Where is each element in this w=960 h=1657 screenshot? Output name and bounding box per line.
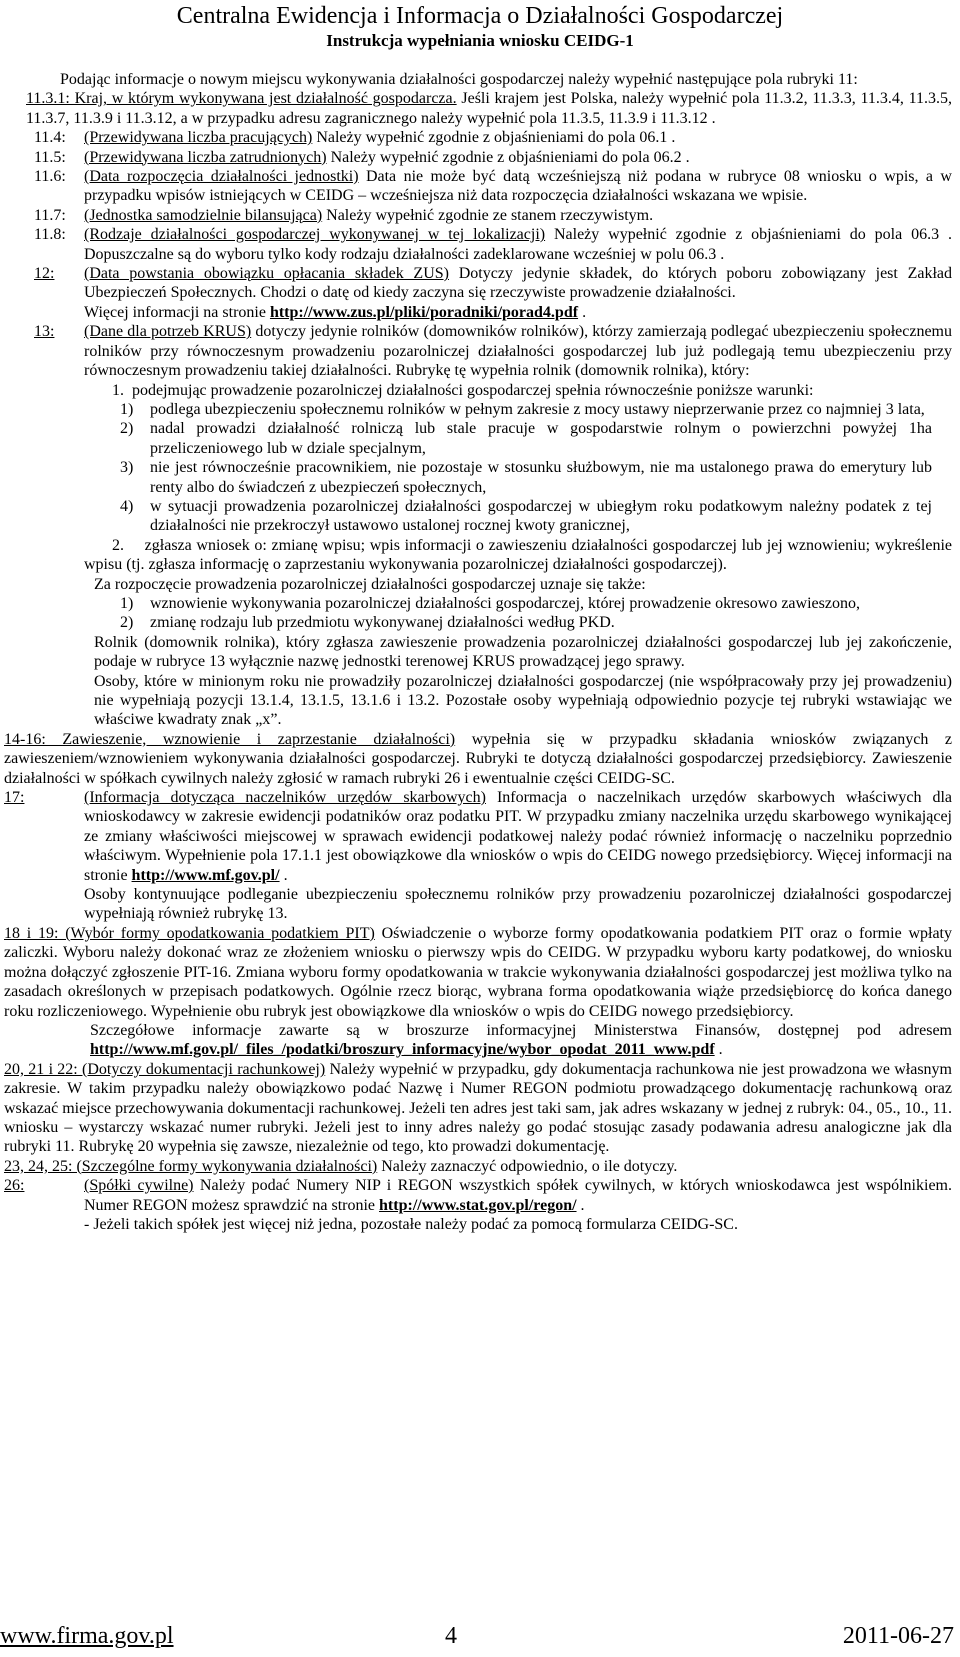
- section-11-6-number: 11.6:: [34, 168, 66, 186]
- section-17-number: 17:: [4, 789, 25, 807]
- section-11-4-lead: (Przewidywana liczba pracujących): [84, 129, 313, 147]
- section-13: [34, 322, 952, 380]
- also-number: 2): [120, 614, 134, 632]
- section-11-8-lead: (Rodzaje działalności gospodarczej wykonywanej w tej lokalizacji): [84, 226, 546, 244]
- section-13-point-1-number: 1.: [112, 381, 124, 399]
- also-text: wznowienie wykonywania pozarolniczej działalności gospodarczej, której prowadzenie okresowo zawieszono,: [150, 594, 860, 612]
- section-23-25-text: Należy zaznaczyć odpowiednio, o ile dotyczy.: [377, 1157, 678, 1175]
- section-11-7-number: 11.7:: [34, 206, 66, 224]
- section-20-22-lead: 20, 21 i 22: (Dotyczy dokumentacji rachunkowej): [4, 1060, 326, 1078]
- section-13-also: Za rozpoczęcie prowadzenia pozarolniczej działalności gospodarczej uznaje się także:: [94, 575, 646, 593]
- condition-item: [34, 497, 952, 536]
- section-18-19-end: .: [714, 1041, 723, 1059]
- section-17: [4, 788, 952, 924]
- footer-page-number: 4: [445, 1623, 457, 1649]
- section-17-text: Informacja o naczelnikach urzędów skarbowych właściwych dla wnioskodawcy w zakresie ewidencji podatników oraz podatku PIT. W przypadku zmiany naczelnika urzędu skarbowego wynikającej ze zmiany właściwości miejscowej w sprawach ewidencji podatkowej należy podać również informację o naczelniku poprzednio właściwym. Wypełnienie pola 17.1.1 jest obowiązkowe dla wniosków o wpis do CEIDG nowego przedsiębiorcy. Więcej informacji na stronie: [84, 789, 952, 884]
- section-11-5-number: 11.5:: [34, 148, 66, 166]
- section-17-note: Osoby kontynuujące podleganie ubezpieczeniu społecznemu rolników przy prowadzeniu pozarolniczej działalności gospodarczej wypełniają również rubrykę 13.: [84, 886, 952, 923]
- condition-item: [34, 419, 952, 458]
- section-12: [34, 264, 952, 322]
- section-14-16: [4, 730, 952, 788]
- section-26-lead: (Spółki cywilne): [84, 1177, 194, 1195]
- section-12-end: .: [578, 303, 587, 321]
- section-13-note-1: Rolnik (domownik rolnika), który zgłasza zawieszenie prowadzenia pozarolniczej działalności gospodarczej lub jej zakończenie, podaje w rubryce 13 wyłącznie nazwę jednostki terenowej KRUS prowadzącej jego sprawy.: [94, 633, 952, 671]
- section-12-number: 12:: [34, 265, 55, 283]
- section-18-19-more-text: Szczegółowe informacje zawarte są w broszurze informacyjnej Ministerstwa Finansów, dostępnej pod adresem: [90, 1021, 952, 1039]
- also-number: 1): [120, 594, 134, 612]
- section-12-more: Więcej informacji na stronie: [84, 303, 270, 321]
- section-20-22: [4, 1060, 952, 1157]
- stat-link[interactable]: http://www.stat.gov.pl/regon/: [379, 1196, 577, 1214]
- section-13-point-1: [34, 381, 952, 400]
- section-26-note: - Jeżeli takich spółek jest więcej niż jedna, pozostałe należy podać za pomocą formularza CEIDG-SC.: [84, 1215, 738, 1233]
- condition-text: podlega ubezpieczeniu społecznemu rolników w pełnym zakresie z mocy ustawy nieprzerwanie przez co najmniej 3 lata,: [150, 400, 925, 418]
- section-13-note-2: Osoby, które w minionym roku nie prowadziły pozarolniczej działalności gospodarczej (nie współpracowały przy jej prowadzeniu) nie wypełniają pozycji 13.1.4, 13.1.5, 13.1.6 i 13.2. Pozostałe osoby wypełniają odpowiednio pozycje tej rubryki wstawiając we właściwe kwadraty znak „x”.: [94, 672, 952, 729]
- condition-number: 4): [120, 497, 134, 515]
- condition-number: 2): [120, 420, 134, 438]
- condition-text: nadal prowadzi działalność rolniczą lub stale pracuje w gospodarstwie rolnym o powierzchni powyżej 1ha przeliczeniowego lub w dziale specjalnym,: [150, 420, 932, 457]
- section-26: [4, 1176, 952, 1234]
- mf-brochure-link[interactable]: http://www.mf.gov.pl/_files_/podatki/broszury_informacyjne/wybor_opodat_2011_www.pdf: [90, 1041, 715, 1059]
- section-11-7-lead: (Jednostka samodzielnie bilansująca): [84, 206, 323, 224]
- section-11-7-text: Należy wypełnić zgodnie ze stanem rzeczywistym.: [322, 206, 654, 224]
- section-14-16-lead: 14-16: Zawieszenie, wznowienie i zaprzestanie działalności): [4, 730, 456, 748]
- condition-number: 3): [120, 459, 134, 477]
- section-11-5-lead: (Przewidywana liczba zatrudnionych): [84, 148, 327, 166]
- section-20-22-text: Należy wypełnić w przypadku, gdy dokumentacja rachunkowa nie jest prowadzona we własnym zakresie. W takim przypadku należy obowiązkowo podać Nazwę i Numer REGON podmiotu prowadzącego dokumentację rachunkową oraz wskazać miejsce przechowywania dokumentacji rachunkowej. Jeżeli ten adres jest taki sam, jak adres wskazany w jednej z rubryk: 04., 05., 10., 11. wniosku – wystarczy wskazać numer rubryki. Jeżeli jest to inny adres należy go podać stosując zasady podawania adresu analogiczne jak dla rubryki 11. Rubrykę 20 wypełnia się zawsze, niezależnie od tego, kto prowadzi dokumentację.: [4, 1060, 953, 1156]
- section-26-number: 26:: [4, 1177, 25, 1195]
- section-11-8-number: 11.8:: [34, 226, 66, 244]
- section-11-8: [34, 225, 952, 264]
- header-subtitle: Instrukcja wypełniania wniosku CEIDG-1: [326, 31, 634, 50]
- section-13-point-2: [34, 536, 952, 575]
- section-13-point-2-number: 2.: [112, 536, 124, 554]
- section-11-7: [34, 206, 952, 225]
- section-12-text: Dotyczy jedynie składek, do których poboru zobowiązany jest Zakład Ubezpieczeń Społecznych. Chodzi o datę od kiedy zaczyna się rzeczywiste prowadzenie działalności.: [84, 265, 953, 302]
- section-11-8-text: Należy wypełnić zgodnie z objaśnieniami do pola 06.3 . Dopuszczalne są do wyboru tylko kody rodzaju działalności zadeklarowane wcześniej w polu 06.3 .: [84, 226, 952, 263]
- condition-number: 1): [120, 400, 134, 418]
- header-title: Centralna Ewidencja i Informacja o Działalności Gospodarczej: [176, 3, 784, 29]
- section-11-5-text: Należy wypełnić zgodnie z objaśnieniami do pola 06.2 .: [326, 148, 690, 166]
- section-26-end: .: [576, 1196, 585, 1214]
- section-11-4-text: Należy wypełnić zgodnie z objaśnieniami do pola 06.1 .: [312, 129, 676, 147]
- section-12-lead: (Data powstania obowiązku opłacania składek ZUS): [84, 265, 449, 283]
- section-13-lead: (Dane dla potrzeb KRUS): [84, 323, 252, 341]
- section-14-16-text: wypełnia się w przypadku składania wniosków związanych z zawieszeniem/wznowieniem wykonywania działalności gospodarczej. Rubryki te dotyczą działalności gospodarczej przedsiębiorcy. Zawieszenie działalności w spółkach cywilnych należy zgłosić w ramach rubryki 26 i ewentualnie części CEIDG-SC.: [4, 730, 952, 787]
- condition-text: w sytuacji prowadzenia pozarolniczej działalności gospodarczej w ubiegłym roku podatkowym należny podatek z tej działalności nie przekroczył ustawowo ustalonej rocznej kwoty granicznej,: [150, 497, 932, 535]
- section-11-6-lead: (Data rozpoczęcia działalności jednostki): [84, 168, 359, 186]
- section-11-3-1: [26, 89, 952, 128]
- section-11-6-text: Data nie może być datą wcześniejszą niż podana w rubryce 08 wniosku o wpis, a w przypadku wpisów istniejących w CEIDG – wcześniejsza niż data rozpoczęcia działalności wskazana we wpisie.: [84, 168, 952, 205]
- document-body: [4, 70, 953, 1234]
- zus-link[interactable]: http://www.zus.pl/pliki/poradniki/porad4.pdf: [269, 303, 579, 321]
- section-11-6: [34, 167, 952, 206]
- intro-paragraph: Podając informacje o nowym miejscu wykonywania działalności gospodarczej należy wypełnić następujące pola rubryki 11:: [60, 71, 858, 88]
- footer-date: 2011-06-27: [842, 1623, 954, 1649]
- section-17-lead: (Informacja dotycząca naczelników urzędów skarbowych): [84, 789, 486, 807]
- section-17-end: .: [279, 866, 288, 884]
- section-11-4: [34, 128, 952, 147]
- condition-item: [34, 400, 952, 419]
- also-text: zmianę rodzaju lub przedmiotu wykonywanej działalności według PKD.: [150, 614, 615, 632]
- section-13-text: dotyczy jedynie rolników (domowników rolników), którzy zamierzają podlegać ubezpieczeniu społecznemu rolników przy równoczesnym prowadzeniu pozarolniczej działalności gospodarczej lub już podlegają temu ubezpieczeniu przy równoczesnym prowadzeniu takiej działalności. Rubrykę tę wypełnia rolnik (domownik rolnika), który:: [84, 323, 952, 380]
- section-11-5: [34, 148, 952, 167]
- section-18-19-more: [34, 1021, 952, 1060]
- section-23-25: [4, 1157, 952, 1176]
- section-18-19: [4, 924, 952, 1021]
- also-item: [34, 594, 952, 613]
- page-header: [0, 0, 960, 51]
- section-13-point-1-text: podejmując prowadzenie pozarolniczej działalności gospodarczej spełnia równocześnie poniższe warunki:: [132, 381, 814, 399]
- footer-site-link[interactable]: www.firma.gov.pl: [0, 1623, 174, 1649]
- section-11-3-1-lead: 11.3.1: Kraj, w którym wykonywana jest działalność gospodarcza.: [26, 90, 457, 108]
- mf-link[interactable]: http://www.mf.gov.pl/: [131, 866, 280, 884]
- section-26-text: Należy podać Numery NIP i REGON wszystkich spółek cywilnych, w których wnioskodawca jest wspólnikiem. Numer REGON możesz sprawdzić na stronie: [84, 1177, 952, 1214]
- section-11-4-number: 11.4:: [34, 129, 66, 147]
- section-11-3-1-text: Jeśli krajem jest Polska, należy wypełnić pola 11.3.2, 11.3.3, 11.3.4, 11.3.5, 11.3.7, 11.3.9 i 11.3.12, a w przypadku adresu zagranicznego należy wypełnić pola 11.3.5, 11.3.9 i 11.3.12 .: [26, 90, 953, 127]
- section-23-25-lead: 23, 24, 25: (Szczególne formy wykonywania działalności): [4, 1157, 378, 1175]
- section-13-point-2-text: zgłasza wniosek o: zmianę wpisu; wpis informacji o zawieszeniu działalności gospodarczej lub jej wznowieniu; wykreślenie wpisu (tj. zgłasza informację o zaprzestaniu wykonywania pozarolniczej działalności gospodarczej).: [84, 536, 952, 574]
- section-18-19-text: Oświadczenie o wyborze formy opodatkowania podatkiem PIT oraz o formie wpłaty zaliczki. Wyboru należy dokonać wraz ze złożeniem wniosku o pierwszy wpis do CEIDG. W przypadku wyboru karty podatkowej, do wniosku można dołączyć zgłoszenie PIT-16. Zmiana wyboru formy opodatkowania w trakcie wykonywania działalności gospodarczej jest możliwa tylko na zasadach określonych w przepisach podatkowych. Ogólnie rzecz biorąc, wybrana forma opodatkowania wiąże przedsiębiorcę do końca danego roku rozliczeniowego. Wypełnienie obu rubryk jest obowiązkowe dla wniosków o wpis do CEIDG nowego przedsiębiorcy.: [4, 924, 952, 1020]
- condition-item: [34, 458, 952, 497]
- condition-text: nie jest równocześnie pracownikiem, nie pozostaje w stosunku służbowym, nie ma ustalonego prawa do emerytury lub renty albo do świadczeń z ubezpieczeń społecznych,: [150, 459, 932, 496]
- page-footer: [0, 1622, 960, 1656]
- section-18-19-lead: 18 i 19: (Wybór formy opodatkowania podatkiem PIT): [4, 924, 375, 942]
- also-item: [34, 613, 952, 632]
- section-13-number: 13:: [34, 323, 55, 341]
